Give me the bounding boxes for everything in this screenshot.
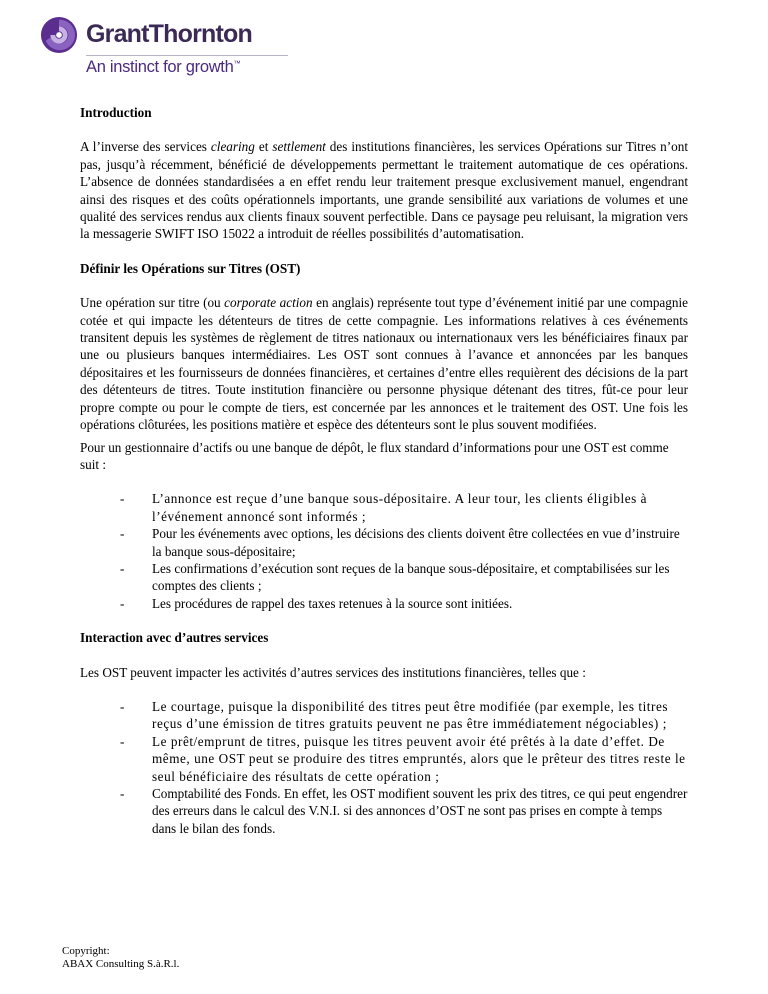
grant-thornton-logo (40, 12, 270, 82)
list-item: - Les confirmations d’exécution sont reçues de la banque sous-dépositaire, et comptabilisées sur les comptes des clients ; (120, 560, 670, 594)
interaction-list (80, 698, 688, 837)
document-body (80, 104, 688, 837)
ost-flow-intro: Pour un gestionnaire d’actifs ou une banque de dépôt, le flux standard d’informations pour une OST est comme suit : (80, 439, 669, 472)
intro-heading: Introduction (80, 105, 152, 120)
list-item: - Les procédures de rappel des taxes retenues à la source sont initiées. (120, 595, 513, 611)
list-item: - Le prêt/emprunt de titres, puisque les titres peuvent avoir été prêtés à la date d’effet. De même, une OST peut se produire des titres empruntés, alors que le prêteur des titres reste le seul bénéficiaire des résultats de cette opération ; (120, 733, 686, 784)
intro-paragraph: A l’inverse des services clearing et settlement des institutions financières, les services Opérations sur Titres n’ont pas, jusqu’à récemment, bénéficié de développements permettant le traitement automatique de ces opérations. L’absence de données standardisées a en effet rendu leur traitement presque exclusivement manuel, engendrant ainsi des risques et des coûts opérationnels importants, une grande sensibilité aux variations de volumes et une qualité des services rendus aux clients finaux souvent perfectible. Dans ce paysage peu reluisant, la migration vers la messagerie SWIFT ISO 15022 a introduit de réelles possibilités d’automatisation. (80, 139, 688, 242)
list-item: - Pour les événements avec options, les décisions des clients doivent être collectées en vue d’instruire la banque sous-dépositaire; (120, 526, 680, 559)
ost-heading: Définir les Opérations sur Titres (OST) (80, 260, 301, 276)
logo-tagline: An instinct for growth™ (86, 58, 241, 76)
trademark-mark: ™ (233, 60, 241, 68)
copyright-label: Copyright: (62, 945, 110, 957)
logo-name: GrantThornton (86, 20, 252, 48)
list-item: - Comptabilité des Fonds. En effet, les OST modifient souvent les prix des titres, ce qui peut engendrer des erreurs dans le calcul des V.N.I. si des annonces d’OST ne sont pas prises en compte à temps dans le bilan des fonds. (120, 786, 688, 836)
list-item: - L’annonce est reçue d’une banque sous-dépositaire. A leur tour, les clients éligibles à l’événement annoncé sont informés ; (120, 491, 648, 524)
list-item: - Le courtage, puisque la disponibilité des titres peut être modifiée (par exemple, les titres reçus d’une émission de titres gratuits peuvent ne pas être immédiatement négociables) ; (120, 698, 669, 732)
ost-flow-list (80, 490, 688, 612)
footer-copyright (62, 945, 179, 970)
grant-thornton-swirl-icon (40, 16, 78, 54)
logo-divider (86, 55, 288, 56)
ost-paragraph: Une opération sur titre (ou corporate action en anglais) représente tout type d’événement initié par une compagnie cotée et qui impacte les détenteurs de titres de cette compagnie. Les informations relatives à ces événements transitent depuis les systèmes de règlement de titres nationaux ou internationaux vers les bénéficiaires finaux par une ou plusieurs banques intermédiaires. Les OST sont connues à l’avance et annoncées par les banques dépositaires et les fournisseurs de données financières, et certaines d’entre elles requièrent des décisions de la part des détenteurs de titres. Toute institution financière ou personne physique détenant des titres, fût-ce pour leur propre compte ou pour le compte de tiers, est concernée par les annonces et le traitement des OST. Une fois les opérations clôturées, les positions matière et espèce des détenteurs sont le plus souvent modifiées. (80, 295, 688, 433)
copyright-holder: ABAX Consulting S.à.R.l. (62, 957, 180, 970)
interaction-paragraph: Les OST peuvent impacter les activités d’autres services des institutions financières, telles que : (80, 664, 586, 680)
interaction-heading: Interaction avec d’autres services (80, 630, 269, 646)
